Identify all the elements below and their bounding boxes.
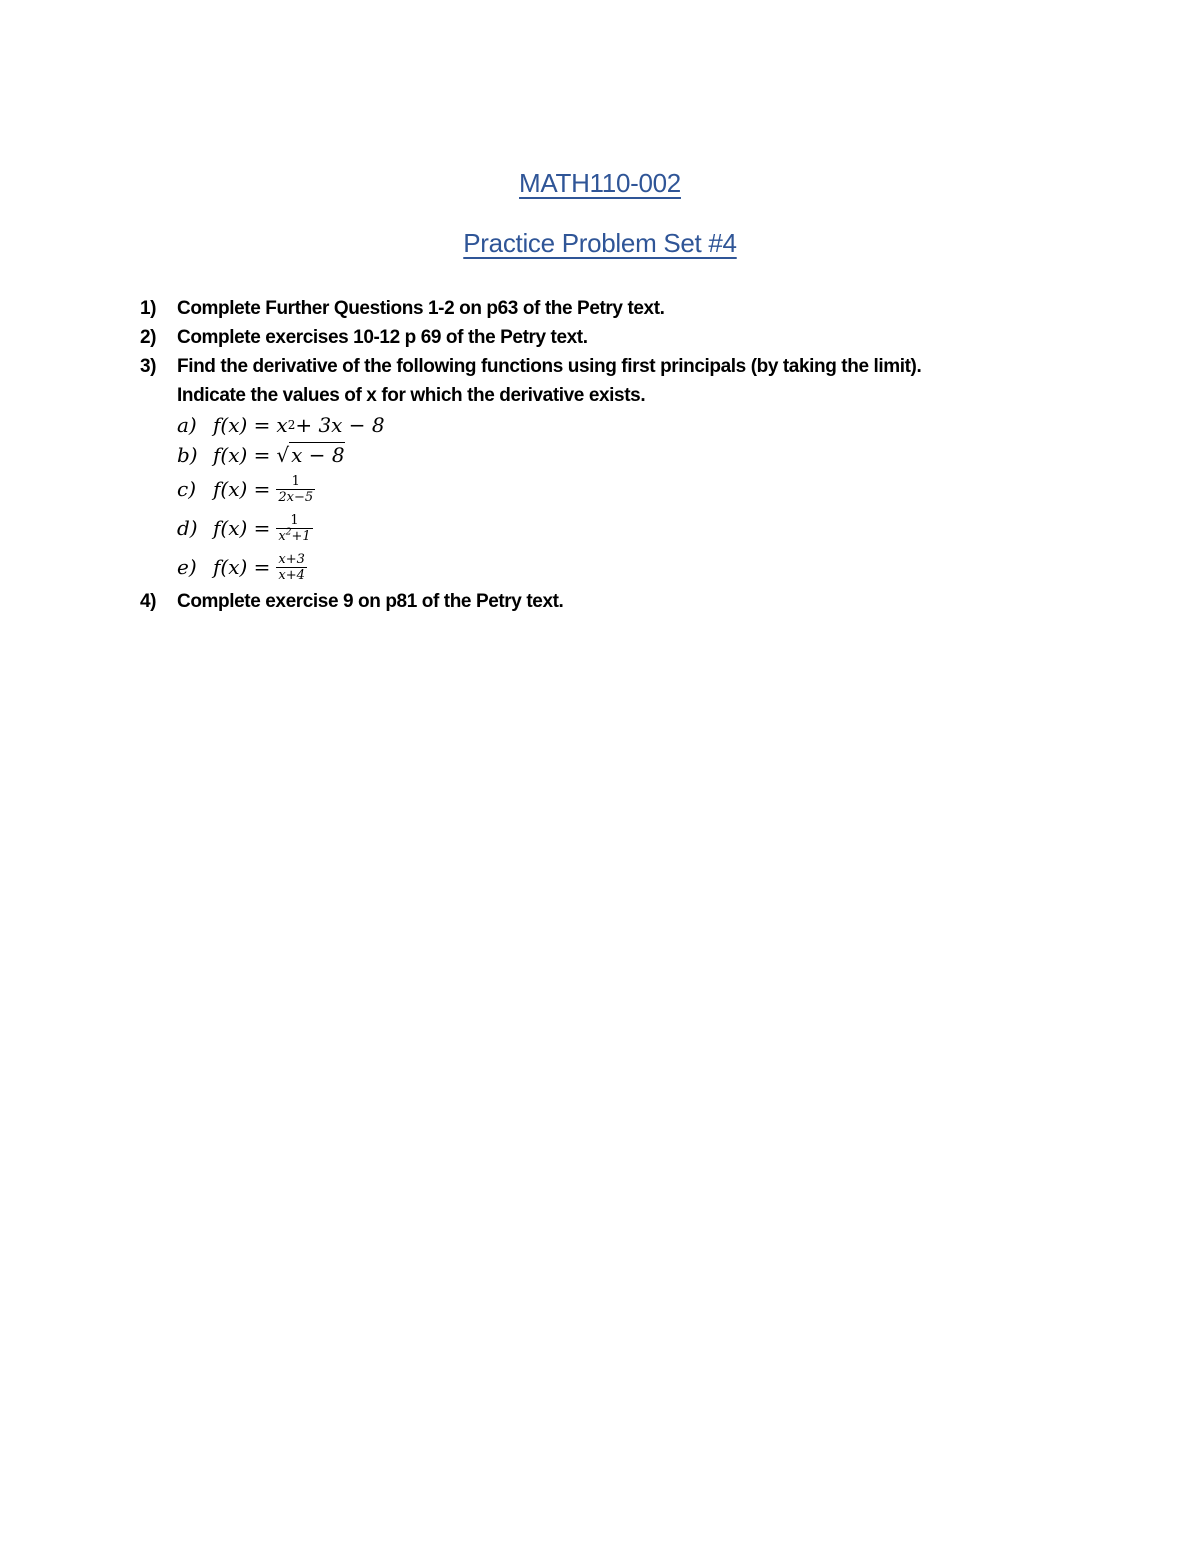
subpart-label: b): [177, 442, 198, 467]
problem-text-continued: Indicate the values of x for which the derivative exists.: [177, 385, 646, 406]
expression-rest: + 3x − 8: [295, 412, 385, 437]
expression-base: x: [276, 412, 288, 437]
problem-number: 4): [140, 591, 157, 612]
problem-text: Complete exercise 9 on p81 of the Petry text.: [177, 591, 564, 612]
problem-item-1: [140, 294, 1100, 323]
denominator: 2x−5: [278, 490, 314, 505]
subpart-label: a): [177, 412, 197, 437]
radicand: x − 8: [291, 442, 345, 467]
denominator-base: x: [278, 529, 286, 544]
problem-item-2: [140, 323, 1100, 352]
square-root: [276, 441, 344, 470]
function-lhs: f(x) =: [213, 555, 271, 579]
denominator: [276, 528, 312, 544]
function-lhs: f(x) =: [213, 516, 271, 540]
function-lhs: f(x) =: [213, 442, 271, 467]
subpart-a: a) f(x) = x 2 + 3x − 8: [177, 410, 1100, 440]
subpart-d: [177, 509, 1100, 548]
subpart-label: d): [177, 516, 198, 540]
subpart-c: [177, 470, 1100, 509]
function-lhs: f(x) =: [213, 412, 271, 437]
problem-text: Complete Further Questions 1-2 on p63 of the Petry text.: [177, 298, 665, 319]
problem-number: 2): [140, 327, 157, 348]
problem-list: [140, 294, 1100, 616]
subpart-label: c): [177, 477, 197, 501]
fraction: [276, 552, 307, 583]
problem-number: 1): [140, 298, 157, 319]
problem-text: Find the derivative of the following functions using first principals (by taking the limit).: [177, 356, 922, 377]
problem-set-title-text: Practice Problem Set #4: [463, 228, 737, 258]
function-lhs: f(x) =: [213, 477, 271, 501]
subpart-label: e): [177, 555, 197, 579]
problem-text: Complete exercises 10-12 p 69 of the Petry text.: [177, 327, 588, 348]
numerator: 1: [291, 474, 300, 489]
problem-item-3: [140, 352, 1100, 587]
course-title-text: MATH110-002: [519, 168, 681, 198]
numerator: 1: [290, 513, 299, 528]
numerator: x+3: [278, 552, 305, 567]
denominator: x+4: [278, 568, 305, 583]
problem-set-title: [0, 228, 1200, 259]
fraction: [276, 513, 312, 544]
subpart-list: [177, 410, 1100, 587]
subpart-e: [177, 548, 1100, 587]
denominator-exponent: 2: [285, 527, 292, 538]
problem-item-4: [140, 587, 1100, 616]
subpart-b: [177, 440, 1100, 470]
denominator-rest: +1: [291, 529, 311, 544]
problem-number: 3): [140, 356, 157, 377]
radical-sign: √: [276, 442, 290, 467]
course-title: [0, 168, 1200, 199]
fraction: [276, 474, 315, 505]
